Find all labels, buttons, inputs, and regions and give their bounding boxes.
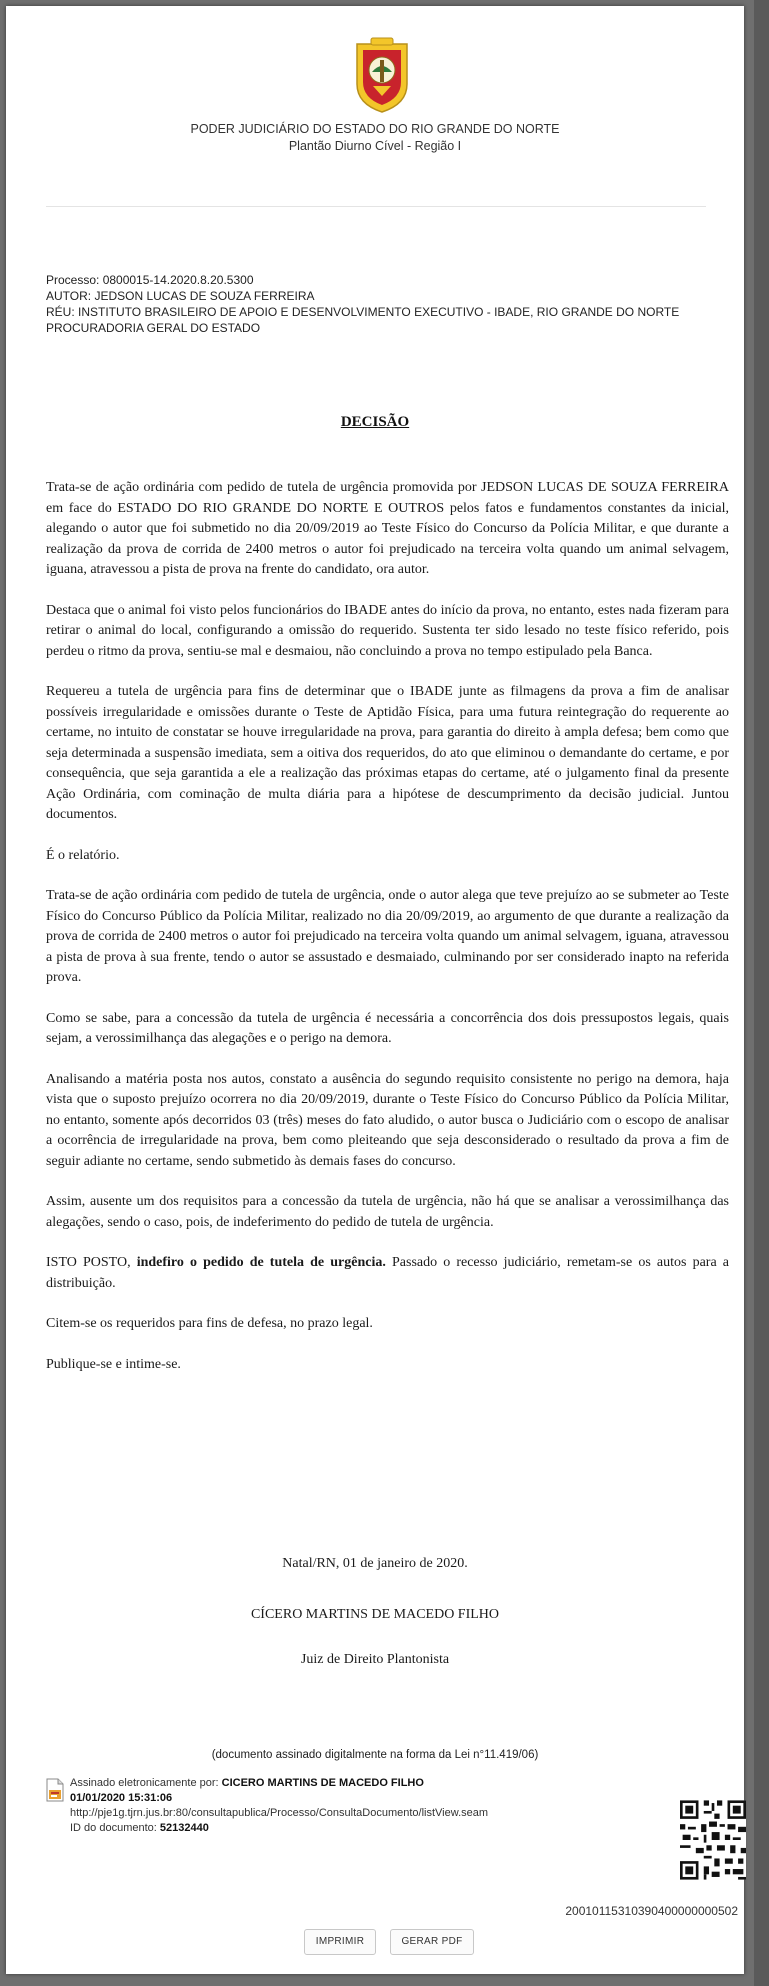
- decision-body: [46, 478, 729, 1375]
- signed-by-line: [70, 1776, 610, 1791]
- signed-datetime-line: [70, 1791, 610, 1806]
- paragraph: Destaca que o animal foi visto pelos funcionários do IBADE antes do início da prova, no entanto, estes nada fizeram para retirar o animal do local, configurando a omissão do requerido. Sustenta ter sido lesado no teste físico referido, pois perdeu o ritmo da prova, sentiu-se mal e desmaiou, não concluindo a prova no tempo estipulado pela Banca.: [46, 602, 729, 659]
- process-defendant: RÉU: INSTITUTO BRASILEIRO DE APOIO E DESENVOLVIMENTO EXECUTIVO - IBADE, RIO GRANDE DO NORTE PROCURADORIA GERAL DO ESTADO: [46, 305, 680, 335]
- judge-name: CÍCERO MARTINS DE MACEDO FILHO: [250, 1607, 500, 1622]
- decision-suffix: Passado o recesso judiciário, remetam-se os autos para a distribuição.: [46, 1255, 730, 1291]
- paragraph: Como se sabe, para a concessão da tutela de urgência é necessária a concorrência dos dois pressupostos legais, quais sejam, a verossimilhança das alegações e o perigo na demora.: [46, 1010, 729, 1046]
- paragraph: Trata-se de ação ordinária com pedido de tutela de urgência, onde o autor alega que teve prejuízo ao se submeter ao Teste Físico do Concurso Público da Polícia Militar, realizado no dia 20/09/2019, ao argumento de que durante a realização da prova de corrida de 2400 metros o autor foi prejudicado na terceira volta quando um animal selvagem, iguana, atravessou a pista de prova à sua frente, tendo o autor se assustado e desmaiado, culminando por ser considerado inapto na referida prova.: [46, 888, 729, 985]
- signed-by-label: Assinado eletronicamente por:: [70, 1777, 222, 1789]
- paragraph: É o relatório.: [46, 847, 120, 863]
- process-author: AUTOR: JEDSON LUCAS DE SOUZA FERREIRA: [46, 289, 315, 303]
- signed-datetime: 01/01/2020 15:31:06: [70, 1792, 173, 1804]
- paragraph: Requereu a tutela de urgência para fins de determinar que o IBADE junte as filmagens da prova a fim de analisar possíveis irregularidade e omissões durante o Teste de Aptidão Física, para uma futura reintegração do requerente ao certame, no intuito de constatar se houve irregularidade na prova, para garantia do direito à ampla defesa; bem como que seja determinada a suspensão imediata, sem a oitiva dos requeridos, do ato que eliminou o demandante do certame, e por consequência, que seja garantida a ele a realização das próximas etapas do certame, até o julgamento final da presente Ação Ordinária, com cominação de multa diária para a hipótese de descumprimento da decisão judicial. Juntou documentos.: [46, 684, 729, 822]
- digital-signature-note: (documento assinado digitalmente na forma da Lei n°11.419/06): [211, 1749, 539, 1761]
- signed-document-icon: [46, 1778, 64, 1802]
- decision-paragraph: [46, 1253, 729, 1294]
- process-info: [46, 272, 706, 336]
- print-button[interactable]: IMPRIMIR: [304, 1929, 376, 1955]
- document-id-line: [70, 1821, 610, 1836]
- document-number: 20010115310390400000000502: [565, 1904, 738, 1918]
- decision-prefix: ISTO POSTO,: [46, 1255, 137, 1270]
- document-page: [6, 6, 744, 1974]
- paragraph: Citem-se os requeridos para fins de defesa, no prazo legal.: [46, 1316, 373, 1331]
- header-divider: [46, 206, 706, 207]
- window-scrollbar[interactable]: [754, 0, 769, 1986]
- judge-role: Juiz de Direito Plantonista: [300, 1652, 450, 1667]
- paragraph: Publique-se e intime-se.: [46, 1356, 181, 1372]
- qr-code-icon: [680, 1800, 746, 1880]
- generate-pdf-button[interactable]: GERAR PDF: [390, 1929, 474, 1955]
- decision-ruling: indefiro o pedido de tutela de urgência.: [136, 1255, 386, 1270]
- process-number: Processo: 0800015-14.2020.8.20.5300: [46, 273, 254, 287]
- paragraph: Trata-se de ação ordinária com pedido de tutela de urgência promovida por JEDSON LUCAS DE SOUZA FERREIRA em face do ESTADO DO RIO GRANDE DO NORTE E OUTROS pelos fatos e fundamentos constantes da inicial, alegando o autor que foi submetido no dia 20/09/2019 ao Teste Físico do Concurso da Polícia Militar, e que durante a realização da prova de corrida de 2400 metros o autor foi prejudicado na terceira volta quando um animal selvagem, iguana, atravessou a pista de prova na frente do candidato, ora autor.: [46, 480, 729, 577]
- court-name: PODER JUDICIÁRIO DO ESTADO DO RIO GRANDE DO NORTE: [190, 122, 560, 136]
- court-coat-of-arms-logo: [351, 34, 413, 114]
- document-id-label: ID do documento:: [70, 1822, 160, 1834]
- document-id: 52132440: [159, 1822, 209, 1834]
- paragraph: Assim, ausente um dos requisitos para a concessão da tutela de urgência, não há que se analisar a verossimilhança das alegações, sendo o caso, pois, de indeferimento do pedido de tutela de urgência.: [46, 1194, 729, 1230]
- court-unit: Plantão Diurno Cível - Região I: [288, 139, 462, 153]
- place-date: Natal/RN, 01 de janeiro de 2020.: [282, 1556, 468, 1571]
- decision-title: DECISÃO: [340, 414, 410, 430]
- signer-name: CICERO MARTINS DE MACEDO FILHO: [221, 1777, 424, 1789]
- paragraph: Analisando a matéria posta nos autos, constato a ausência do segundo requisito consistente no perigo na demora, haja vista que o suposto prejuízo ocorrera no dia 20/09/2019, durante o Teste Físico do Concurso Público da Polícia Militar, no entanto, somente após decorridos 03 (três) meses do fato aludido, o autor busca o Judiciário com o escopo de analisar a ocorrência de irregularidade na prova, bem como pleiteando que seja desconsiderado o resultado da prova a fim de seguir adiante no certame, sendo submetido às demais fases do concurso.: [46, 1071, 729, 1169]
- verification-url: http://pje1g.tjrn.jus.br:80/consultapublica/Processo/ConsultaDocumento/listView.seam: [70, 1807, 489, 1819]
